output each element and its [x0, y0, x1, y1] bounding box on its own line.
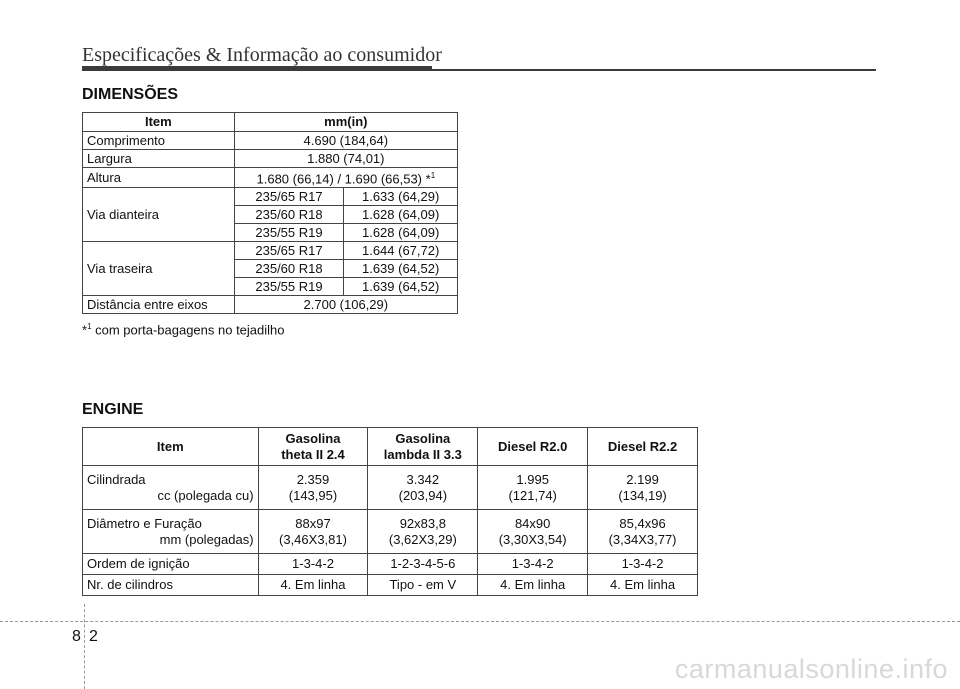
dimensions-footnote — [82, 322, 285, 337]
rear-tire-size: 235/65 R17 — [234, 242, 344, 260]
footnote-star: * — [82, 322, 88, 338]
dimensions-table — [82, 112, 458, 314]
cell-line2: (203,94) — [398, 487, 448, 503]
table-cell — [478, 466, 588, 510]
cell-line2: (3,62X3,29) — [388, 531, 457, 547]
table-cell — [368, 510, 478, 554]
row-label-wheelbase: Distância entre eixos — [83, 296, 235, 314]
rear-tire-size: 235/55 R19 — [234, 278, 344, 296]
col-header-engine — [368, 428, 478, 466]
row-label-width: Largura — [83, 150, 235, 168]
table-cell: Tipo - em V — [368, 575, 478, 596]
row-label-bore-stroke — [83, 510, 259, 554]
rear-track-value: 1.644 (67,72) — [344, 242, 458, 260]
col-header-line1: Gasolina — [395, 430, 451, 446]
footnote-mark: 1 — [87, 322, 92, 331]
table-row — [83, 554, 698, 575]
height-value-text: 1.680 (66,14) / 1.690 (66,53) * — [256, 171, 431, 187]
col-header-engine: Diesel R2.2 — [588, 428, 698, 466]
dimensions-title: DIMENSÕES — [82, 86, 179, 103]
cell-line1: 88x97 — [295, 515, 331, 531]
table-cell: 4. Em linha — [588, 575, 698, 596]
cell-line2: (121,74) — [508, 487, 557, 503]
table-header-row — [83, 428, 698, 466]
rear-track-value: 1.639 (64,52) — [344, 260, 458, 278]
cell-line1: 92x83,8 — [399, 515, 446, 531]
row-value-wheelbase: 2.700 (106,29) — [234, 296, 457, 314]
table-cell: 1-3-4-2 — [258, 554, 368, 575]
col-header-line1: Gasolina — [285, 430, 341, 446]
table-row — [83, 296, 458, 314]
watermark: carmanualsonline.info — [674, 654, 948, 684]
cell-line1: 1.995 — [516, 471, 549, 487]
cell-line2: (3,30X3,54) — [498, 531, 567, 547]
page-header-title: Especificações & Informação ao consumidor — [82, 44, 442, 66]
row-label-cylinders: Nr. de cilindros — [83, 575, 259, 596]
rear-track-value: 1.639 (64,52) — [344, 278, 458, 296]
footnote-text: com porta-bagagens no tejadilho — [95, 322, 285, 338]
table-row — [83, 132, 458, 150]
col-header-engine: Diesel R2.0 — [478, 428, 588, 466]
table-header-row — [83, 113, 458, 132]
col-header-unit: mm(in) — [234, 113, 457, 132]
row-label-front-track: Via dianteira — [83, 188, 235, 242]
row-label-firing-order: Ordem de ignição — [83, 554, 259, 575]
table-row — [83, 188, 458, 206]
row-label-text: Cilindrada — [87, 471, 146, 487]
table-cell — [368, 466, 478, 510]
row-label-height: Altura — [83, 168, 235, 188]
footer-dashed-rule — [0, 621, 960, 622]
table-row — [83, 466, 698, 510]
footer-dashed-divider — [84, 604, 85, 689]
cell-line2: (3,46X3,81) — [279, 531, 347, 547]
engine-table — [82, 427, 698, 596]
header-rule-thin — [432, 69, 876, 71]
col-header-item: Item — [83, 428, 259, 466]
page-number: 2 — [89, 628, 98, 645]
front-tire-size: 235/60 R18 — [234, 206, 344, 224]
cell-line2: (3,34X3,77) — [608, 531, 677, 547]
table-row — [83, 242, 458, 260]
col-header-item: Item — [83, 113, 235, 132]
cell-line1: 2.359 — [296, 471, 330, 487]
table-cell: 4. Em linha — [258, 575, 368, 596]
row-value-height — [234, 168, 457, 188]
engine-title: ENGINE — [82, 401, 144, 418]
front-tire-size: 235/65 R17 — [234, 188, 344, 206]
table-row — [83, 575, 698, 596]
table-cell — [588, 510, 698, 554]
table-cell — [588, 466, 698, 510]
row-label-displacement — [83, 466, 259, 510]
header-rule-thick — [82, 66, 432, 71]
front-track-value: 1.628 (64,09) — [344, 224, 458, 242]
cell-line1: 3.342 — [406, 471, 440, 487]
table-row — [83, 150, 458, 168]
table-row — [83, 168, 458, 188]
row-value-length: 4.690 (184,64) — [234, 132, 457, 150]
col-header-line2: theta II 2.4 — [281, 446, 345, 462]
row-label-rear-track: Via traseira — [83, 242, 235, 296]
table-cell: 4. Em linha — [478, 575, 588, 596]
row-label-unit: cc (polegada cu) — [157, 487, 254, 503]
front-track-value: 1.633 (64,29) — [344, 188, 458, 206]
table-cell: 1-2-3-4-5-6 — [368, 554, 478, 575]
table-cell: 1-3-4-2 — [588, 554, 698, 575]
table-cell — [258, 466, 368, 510]
cell-line1: 84x90 — [514, 515, 551, 531]
table-cell — [258, 510, 368, 554]
front-track-value: 1.628 (64,09) — [344, 206, 458, 224]
rear-tire-size: 235/60 R18 — [234, 260, 344, 278]
page-section-number: 8 — [72, 628, 81, 645]
table-cell — [478, 510, 588, 554]
row-label-length: Comprimento — [83, 132, 235, 150]
front-tire-size: 235/55 R19 — [234, 224, 344, 242]
row-label-unit: mm (polegadas) — [159, 531, 254, 547]
row-value-width: 1.880 (74,01) — [234, 150, 457, 168]
cell-line1: 85,4x96 — [619, 515, 666, 531]
table-cell: 1-3-4-2 — [478, 554, 588, 575]
col-header-engine — [258, 428, 368, 466]
col-header-line2: lambda II 3.3 — [383, 446, 462, 462]
cell-line2: (134,19) — [618, 487, 667, 503]
cell-line1: 2.199 — [626, 471, 659, 487]
cell-line2: (143,95) — [288, 487, 338, 503]
table-row — [83, 510, 698, 554]
height-footnote-mark: 1 — [430, 171, 436, 180]
row-label-text: Diâmetro e Furação — [87, 515, 202, 531]
